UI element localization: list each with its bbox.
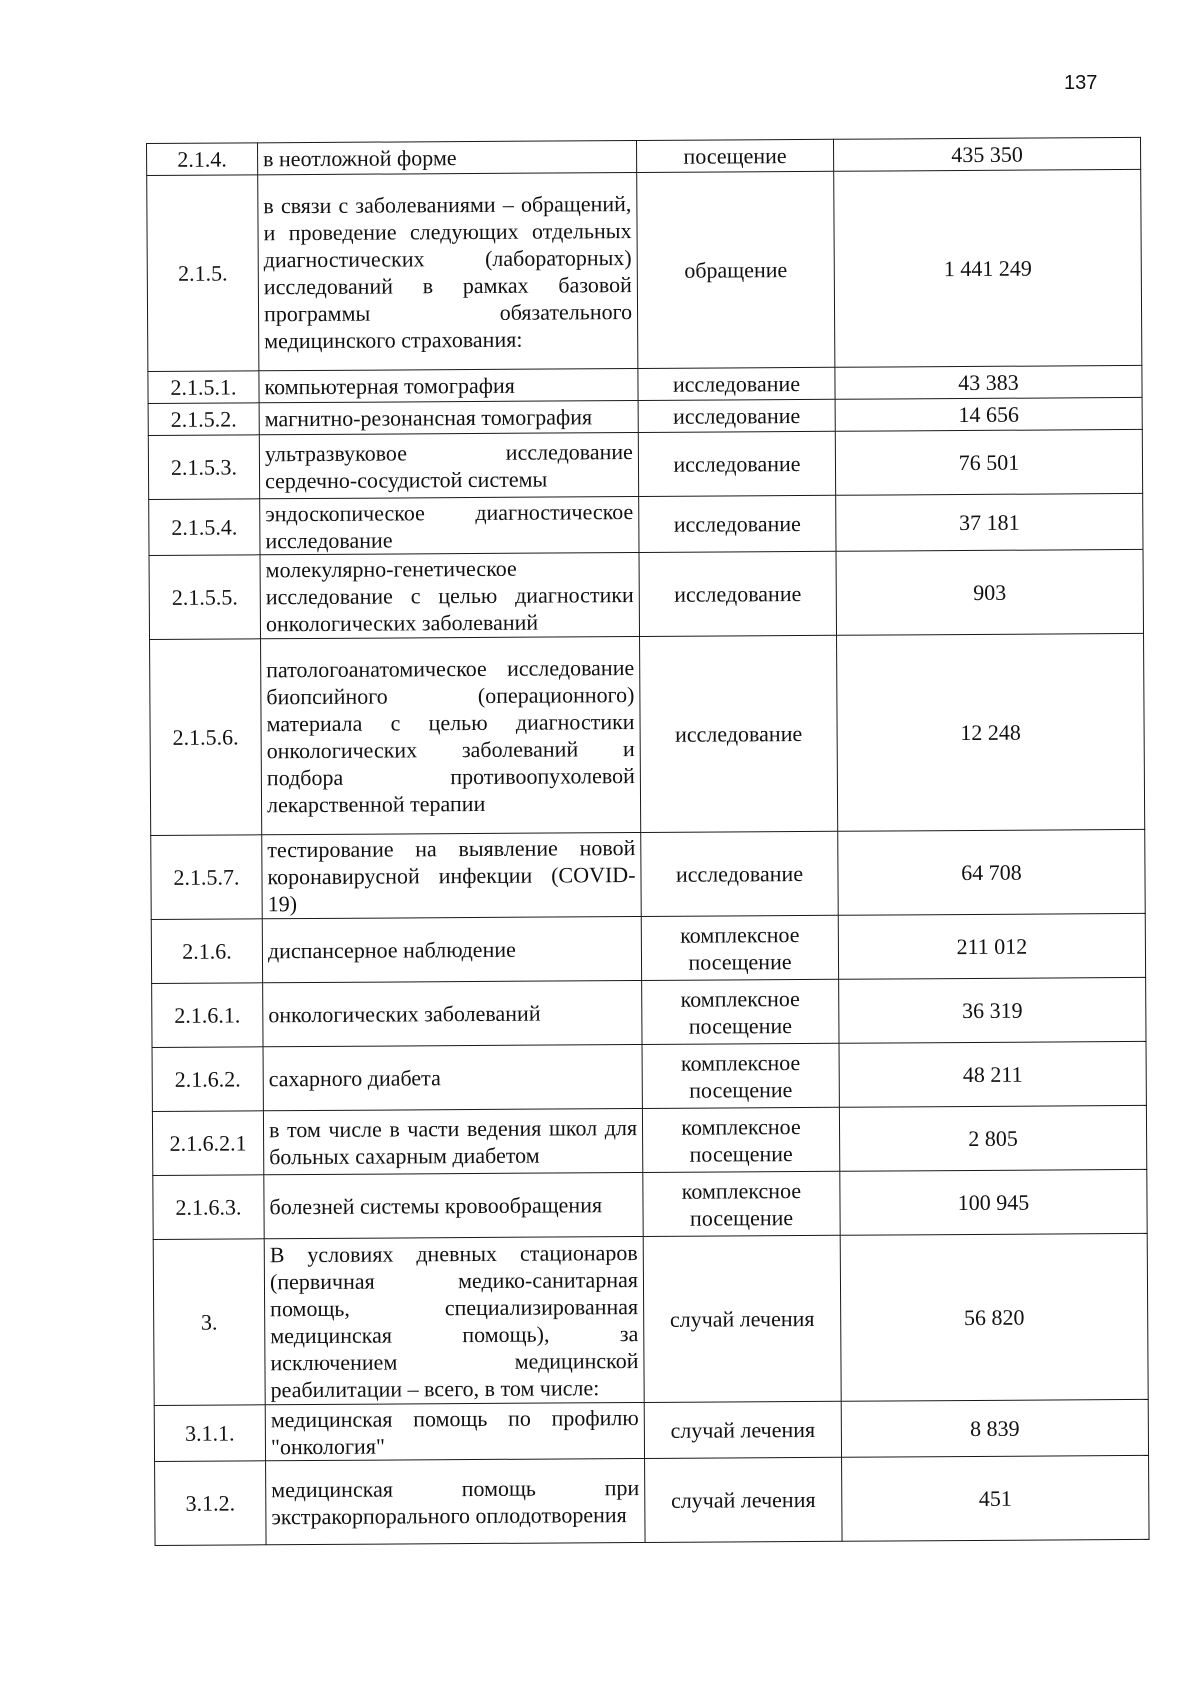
table-row <box>152 1041 1146 1111</box>
row-value: 14 656 <box>835 397 1142 431</box>
row-unit: комплексное посещение <box>642 1107 839 1172</box>
row-unit: случай лечения <box>644 1401 841 1458</box>
row-value: 2 805 <box>839 1105 1146 1171</box>
table-row <box>151 913 1145 983</box>
row-description: патологоанатомическое исследование биопсийного (операционного) материала с целью диагностики онкологических заболеваний и подбора противоопухолевой лекарственной терапии <box>261 636 641 834</box>
row-description: сахарного диабета <box>263 1044 642 1110</box>
row-description: в неотложной форме <box>258 141 637 175</box>
row-unit: исследование <box>641 831 839 916</box>
row-description: магнитно-резонансная томография <box>259 400 638 434</box>
row-description: болезней системы кровообращения <box>264 1172 643 1238</box>
row-description: ультразвуковое исследование сердечно-сосудистой системы <box>259 432 638 498</box>
row-description: диспансерное наблюдение <box>262 916 641 982</box>
table-row <box>151 829 1145 919</box>
row-value: 451 <box>842 1455 1150 1541</box>
row-description: эндоскопическое диагностическое исследование <box>260 496 639 554</box>
row-description: компьютерная томография <box>259 368 638 402</box>
table-row <box>149 493 1143 555</box>
row-description: в том числе в части ведения школ для больных сахарным диабетом <box>263 1108 642 1174</box>
row-unit: исследование <box>638 399 835 432</box>
row-description: В условиях дневных стационаров (первичная медико-санитарная помощь, специализированная медицинская помощь), за исключением медицинской реабилитации – всего, в том числе: <box>264 1236 644 1404</box>
row-value: 12 248 <box>837 633 1145 831</box>
table-row <box>149 549 1143 639</box>
row-unit: случай лечения <box>645 1457 843 1542</box>
row-number: 2.1.5.1. <box>148 371 259 404</box>
table-row <box>150 633 1145 835</box>
row-value: 8 839 <box>841 1399 1148 1457</box>
table-row <box>154 1399 1148 1461</box>
row-unit: исследование <box>638 431 835 496</box>
row-number: 2.1.6.3. <box>153 1175 264 1240</box>
row-description: онкологических заболеваний <box>263 980 642 1046</box>
row-value: 37 181 <box>836 493 1143 551</box>
table-row <box>153 1233 1148 1405</box>
row-value: 211 012 <box>838 913 1145 979</box>
row-number: 2.1.6.2. <box>152 1047 263 1112</box>
row-number: 2.1.5.2. <box>148 403 259 436</box>
row-unit: исследование <box>638 367 835 400</box>
row-unit: комплексное посещение <box>642 1043 839 1108</box>
row-unit: исследование <box>639 495 836 552</box>
row-number: 2.1.5. <box>147 175 259 372</box>
row-number: 2.1.5.5. <box>149 555 261 640</box>
row-value: 56 820 <box>840 1233 1148 1401</box>
row-description: в связи с заболеваниями – обращений, и проведение следующих отдельных диагностических (лабораторных) исследований в рамках базовой программы обязательного медицинского страхования: <box>258 173 638 371</box>
row-number: 2.1.5.3. <box>148 435 259 500</box>
row-number: 2.1.6.2.1 <box>152 1111 263 1176</box>
row-number: 2.1.5.4. <box>149 499 260 556</box>
row-unit: обращение <box>637 171 835 368</box>
row-number: 2.1.5.7. <box>151 835 263 920</box>
row-number: 2.1.4. <box>147 143 258 176</box>
row-unit: исследование <box>640 635 838 832</box>
row-value: 48 211 <box>839 1041 1146 1107</box>
row-unit: случай лечения <box>643 1235 841 1402</box>
row-unit: исследование <box>639 551 837 636</box>
row-number: 2.1.5.6. <box>150 639 262 836</box>
row-unit: комплексное посещение <box>641 915 838 980</box>
row-number: 3.1.2. <box>155 1461 267 1546</box>
medical-care-volume-table <box>146 137 1150 1546</box>
row-description: медицинская помощь по профилю "онкология" <box>265 1402 644 1460</box>
row-value: 64 708 <box>838 829 1146 915</box>
row-description: тестирование на выявление новой коронавирусной инфекции (COVID-19) <box>262 832 642 918</box>
table-row <box>152 977 1146 1047</box>
row-number: 2.1.6.1. <box>152 983 263 1048</box>
row-value: 435 350 <box>833 137 1140 171</box>
row-description: молекулярно-генетическое исследование с целью диагностики онкологических заболеваний <box>260 552 640 638</box>
row-value: 36 319 <box>839 977 1146 1043</box>
row-description: медицинская помощь при экстракорпорального оплодотворения <box>266 1458 646 1544</box>
table-row <box>148 429 1142 499</box>
row-number: 2.1.6. <box>151 919 262 984</box>
row-value: 76 501 <box>835 429 1142 495</box>
table-row <box>153 1169 1147 1239</box>
table-row <box>152 1105 1146 1175</box>
row-value: 100 945 <box>840 1169 1147 1235</box>
row-value: 43 383 <box>835 365 1142 399</box>
page-number: 137 <box>1064 72 1098 94</box>
row-number: 3.1.1. <box>154 1405 265 1462</box>
row-unit: посещение <box>636 139 833 172</box>
row-number: 3. <box>153 1239 265 1406</box>
row-value: 1 441 249 <box>834 169 1142 367</box>
table-row <box>155 1455 1149 1545</box>
row-unit: комплексное посещение <box>643 1171 840 1236</box>
row-value: 903 <box>836 549 1144 635</box>
row-unit: комплексное посещение <box>642 979 839 1044</box>
table-row <box>147 169 1142 371</box>
